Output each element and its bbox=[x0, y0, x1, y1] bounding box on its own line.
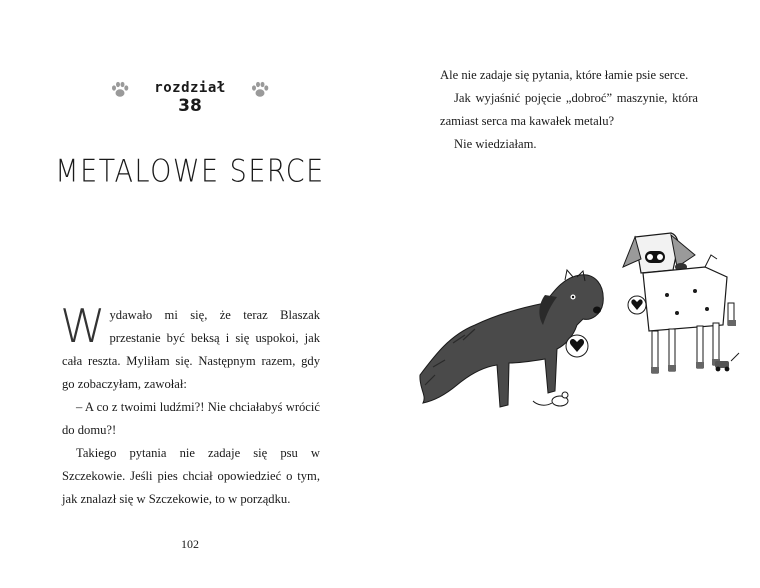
page-number: 102 bbox=[181, 537, 199, 551]
mouse-drawing bbox=[533, 392, 568, 406]
paragraph: Jak wyjaśnić pojęcie „dobroć” maszynie, która zamiast serca ma kawałek metalu? bbox=[440, 91, 698, 128]
chapter-number: 38 bbox=[178, 96, 202, 116]
paragraph: Takiego pytania nie zadaje się psu w Szczekowie. Jeśli pies chciał opowiedzieć o tym, jak znalazł się w Szczekowie, to w porządku. bbox=[62, 446, 320, 506]
shaggy-dog-drawing bbox=[420, 270, 603, 407]
drop-cap: W bbox=[60, 299, 106, 353]
paragraph: – A co z twoimi ludźmi?! Nie chciałabyś wrócić do domu?! bbox=[62, 400, 320, 437]
right-page bbox=[380, 0, 760, 588]
robot-dog-drawing bbox=[623, 233, 736, 373]
chapter-title: METALOWE SERCE bbox=[55, 153, 325, 190]
paragraph bbox=[60, 299, 320, 396]
chapter-label: rozdział bbox=[154, 80, 226, 96]
dog-and-robot-dog-illustration bbox=[405, 225, 750, 420]
chapter-heading bbox=[110, 78, 270, 126]
paw-print-icon bbox=[250, 80, 270, 100]
left-page-text bbox=[60, 299, 320, 511]
right-page-text bbox=[440, 64, 698, 156]
paragraph: Nie wiedziałam. bbox=[454, 137, 537, 151]
paragraph: Ale nie zadaje się pytania, które łamie psie serce. bbox=[440, 68, 689, 82]
paragraph-text: ydawało mi się, że teraz Blaszak przestanie być beksą i się uspokoi, jak cała reszta. Myliłam się. Następnym razem, gdy go zobaczyłam, zawołał: bbox=[62, 308, 320, 391]
